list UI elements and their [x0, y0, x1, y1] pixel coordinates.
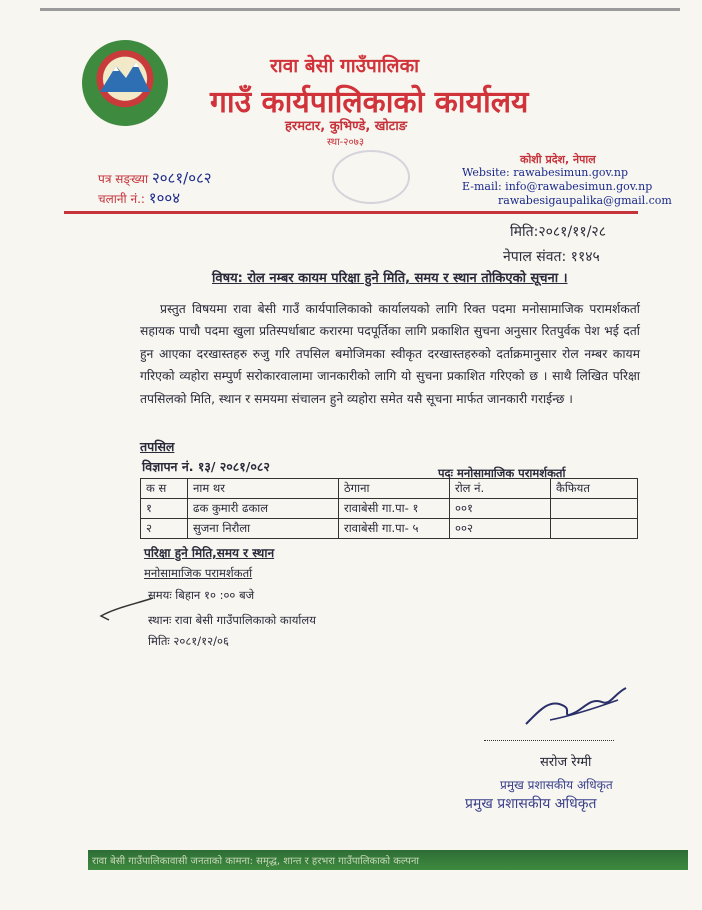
column-header: क स: [141, 479, 188, 499]
reference-block: [98, 168, 212, 208]
mountain-emblem-icon: [96, 56, 154, 96]
table-cell: २: [141, 519, 188, 539]
table-cell: [551, 499, 638, 519]
table-cell: सुजना निरौला: [188, 519, 339, 539]
ref-label: पत्र सङ्ख्या: [98, 172, 149, 186]
post-name: पदः मनोसामाजिक परामर्शकर्ता: [438, 466, 566, 480]
dispatch-label: चलानी नं.:: [98, 192, 145, 206]
details-heading: तपसिल: [140, 439, 175, 454]
pen-mark-icon: [95, 594, 155, 624]
province-label: कोशी प्रदेश, नेपाल: [520, 153, 596, 166]
exam-time: समयः बिहान १० :०० बजे: [148, 588, 255, 602]
header-divider: [64, 211, 638, 214]
table-cell: रावाबेसी गा.पा- ५: [339, 519, 450, 539]
signatory-title: प्रमुख प्रशासकीय अधिकृत: [465, 796, 597, 812]
established-year: स्था-२०७३: [327, 137, 365, 148]
exam-date: मितिः २०८१/१२/०६: [148, 634, 229, 648]
table-cell: रावाबेसी गा.पा- १: [339, 499, 450, 519]
signatory-name: सरोज रेग्मी: [540, 755, 592, 770]
subject-line: विषय: रोल नम्बर कायम परिक्षा हुने मिति, समय र स्थान तोकिएको सूचना ।: [212, 271, 568, 286]
office-title: गाउँ कार्यपालिकाको कार्यालय: [210, 85, 529, 120]
column-header: कैफियत: [551, 479, 638, 499]
table-row: [141, 499, 638, 519]
letter-date: मिति:२०८१/११/२८: [510, 224, 606, 240]
schedule-heading: परिक्षा हुने मिति,समय र स्थान: [144, 546, 275, 560]
footer-slogan: रावा बेसी गाउँपालिकावासी जनताको कामना: समृद्ध, शान्त र हरभरा गाउँपालिकाको कल्पना: [92, 856, 420, 867]
table-header-row: [141, 479, 638, 499]
office-stamp: [332, 150, 410, 204]
signature-icon: [520, 680, 630, 730]
dispatch-value: १००४: [148, 189, 180, 207]
municipality-name: रावा बेसी गाउँपालिका: [270, 55, 420, 77]
advertisement-number: विज्ञापन नं. १३/ २०८१/०८२: [142, 459, 270, 474]
roll-number-table: [140, 478, 638, 539]
signature-line: [484, 740, 614, 741]
body-paragraph: प्रस्तुत विषयमा रावा बेसी गाउँ कार्यपालिकाको कार्यालयको लागि रिक्त पदमा मनोसामाजिक परामर्शकर्ता सहायक पाचौ पदमा खुला प्रतिस्पर्धाबाट करारमा पदपूर्तिका लागि प्रकाशित सुचना अनुसार रितपुर्वक पेश भई दर्ता हुन आएका दरखास्तहरु रुजु गरि तपसिल बमोजिमका स्वीकृत दरखास्तहरुको दर्ताक्रमानुसार रोल नम्बर कायम गरिएको व्यहोरा सम्पुर्ण सरोकारवालामा जानकारीको लागि यो सुचना प्रकाशित गरिएको छ । साथै लिखित परिक्षा तपसिलको मिति, स्थान र समयमा संचालन हुने व्यहोरा समेत यसै सूचना मार्फत जानकारी गराईन्छ ।: [140, 302, 640, 406]
table-cell: ढक कुमारी ढकाल: [188, 499, 339, 519]
email-secondary-text: rawabesigaupalika@gmail.com: [498, 194, 672, 207]
signatory-title-stamp: प्रमुख प्रशासकीय अधिकृत: [500, 778, 613, 792]
contact-block: [462, 166, 672, 208]
table-row: [141, 519, 638, 539]
top-rule: [40, 8, 680, 11]
column-header: ठेगाना: [339, 479, 450, 499]
exam-place: स्थानः रावा बेसी गाउँपालिकाको कार्यालय: [148, 613, 316, 627]
ref-value: २०८१/०८२: [151, 169, 212, 187]
website-text: Website: rawabesimun.gov.np: [462, 166, 629, 179]
table-cell: १: [141, 499, 188, 519]
table-cell: [551, 519, 638, 539]
schedule-subheading: मनोसामाजिक परामर्शकर्ता: [144, 566, 253, 580]
nepal-samvat-date: नेपाल संवत: ११४५: [503, 249, 600, 265]
email-text: E-mail: info@rawabesimun.gov.np: [462, 180, 653, 193]
table-cell: ००२: [450, 519, 551, 539]
table-cell: ००१: [450, 499, 551, 519]
column-header: रोल नं.: [450, 479, 551, 499]
office-address: हरमटार, कुभिण्डे, खोटाङ: [285, 119, 407, 134]
footer-banner: [88, 850, 688, 870]
column-header: नाम थर: [188, 479, 339, 499]
